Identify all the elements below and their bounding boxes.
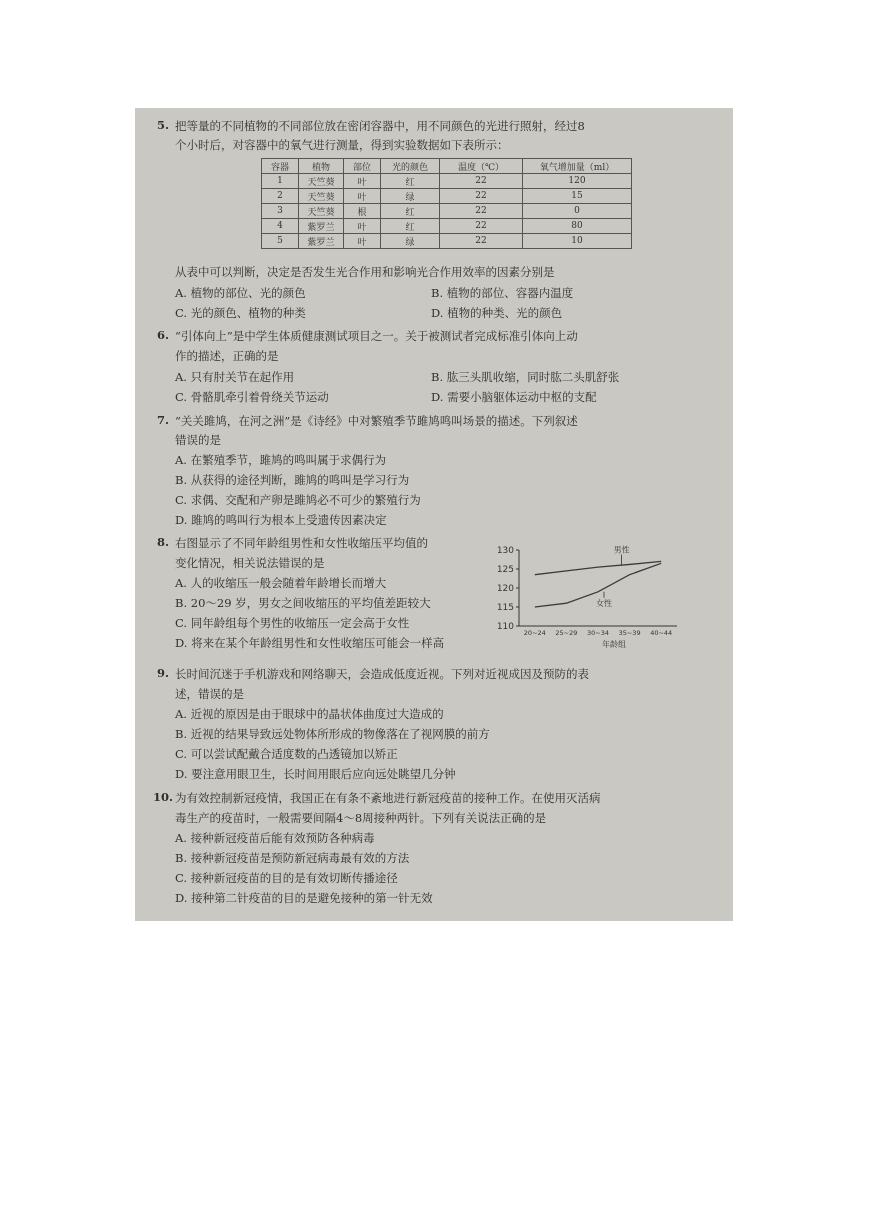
table-cell: 80 [523,219,632,234]
q10-option-b: B. 接种新冠疫苗是预防新冠病毒最有效的方法 [175,851,410,865]
q8-option-d: D. 将来在某个年龄组男性和女性收缩压可能会一样高 [175,636,445,650]
q8-option-c: C. 同年龄组每个男性的收缩压一定会高于女性 [175,616,410,630]
x-tick-label: 20~24 [523,629,546,637]
table-cell: 天竺葵 [299,174,344,189]
series-label: 男性 [613,545,630,555]
q5-number: 5. [157,118,170,132]
table-cell: 绿 [381,234,440,249]
table-cell: 15 [523,189,632,204]
q9-option-c: C. 可以尝试配戴合适度数的凸透镜加以矫正 [175,747,398,761]
chart-series [535,544,661,607]
q5-option-a: A. 植物的部位、光的颜色 [175,286,306,300]
q7-option-b: B. 从获得的途径判断，雎鸠的鸣叫是学习行为 [175,473,410,487]
chart-x-axis-label: 年龄组 [602,640,626,649]
q10-number: 10. [153,790,174,804]
table-cell: 叶 [344,174,381,189]
table-header-row [262,159,632,174]
q5-data-table [261,158,632,249]
series-label: 女性 [596,598,612,608]
table-row [262,234,632,249]
table-header-cell: 氧气增加量（ml） [523,159,632,174]
table-row [262,189,632,204]
series-line-male [535,561,661,574]
q9-stem-line2: 述，错误的是 [175,687,244,701]
q7-option-d: D. 雎鸠的鸣叫行为根本上受遗传因素决定 [175,513,387,527]
x-tick-label: 25~29 [555,629,578,637]
table-cell: 红 [381,219,440,234]
q8-stem-line2: 变化情况，相关说法错误的是 [175,556,325,570]
exam-page-photo [135,108,733,921]
table-cell: 22 [440,204,523,219]
table-header-cell: 光的颜色 [381,159,440,174]
q5-option-c: C. 光的颜色、植物的种类 [175,306,306,320]
table-row [262,204,632,219]
q5-option-b: B. 植物的部位、容器内温度 [431,286,574,300]
table-header-cell: 部位 [344,159,381,174]
table-row [262,174,632,189]
table-cell: 4 [262,219,299,234]
q8-number: 8. [157,535,170,549]
q6-option-a: A. 只有肘关节在起作用 [175,370,295,384]
q6-option-d: D. 需要小脑躯体运动中枢的支配 [431,390,597,404]
table-cell: 22 [440,234,523,249]
q7-stem-line2: 错误的是 [175,433,221,447]
q6-option-b: B. 肱三头肌收缩，同时肱二头肌舒张 [431,370,620,384]
chart-ticks [497,546,672,637]
x-tick-label: 30~34 [587,629,609,637]
table-cell: 紫罗兰 [299,219,344,234]
q10-option-a: A. 接种新冠疫苗后能有效预防各种病毒 [175,831,375,845]
y-tick-label: 115 [496,603,514,613]
q5-stem-line2: 个小时后，对容器中的氧气进行测量，得到实验数据如下表所示： [175,138,509,152]
q9-option-a: A. 近视的原因是由于眼球中的晶状体曲度过大造成的 [175,707,444,721]
table-row [262,219,632,234]
blood-pressure-chart [487,544,683,650]
q7-number: 7. [157,413,170,427]
table-cell: 根 [344,204,381,219]
table-cell: 叶 [344,189,381,204]
q7-stem-line1: “关关雎鸠，在河之洲”是《诗经》中对繁殖季节雎鸠鸣叫场景的描述。下列叙述 [175,414,578,428]
table-cell: 120 [523,174,632,189]
q6-option-c: C. 骨骼肌牵引着骨绕关节运动 [175,390,329,404]
q6-stem-line1: “引体向上”是中学生体质健康测试项目之一。关于被测试者完成标准引体向上动 [175,329,578,343]
q7-option-c: C. 求偶、交配和产卵是雎鸠必不可少的繁殖行为 [175,493,421,507]
q6-number: 6. [157,328,170,342]
q5-stem-line1: 把等量的不同植物的不同部位放在密闭容器中，用不同颜色的光进行照射，经过8 [175,119,585,133]
chart-axes [519,550,677,626]
table-cell: 22 [440,189,523,204]
q8-stem-line1: 右图显示了不同年龄组男性和女性收缩压平均值的 [175,536,428,550]
y-tick-label: 120 [496,584,514,594]
table-cell: 10 [523,234,632,249]
q5-question: 从表中可以判断，决定是否发生光合作用和影响光合作用效率的因素分别是 [175,265,555,279]
table-header-cell: 温度（℃） [440,159,523,174]
table-cell: 5 [262,234,299,249]
y-tick-label: 125 [496,565,514,575]
y-tick-label: 130 [496,546,514,556]
q9-option-d: D. 要注意用眼卫生，长时间用眼后应向远处眺望几分钟 [175,767,456,781]
q9-option-b: B. 近视的结果导致远处物体所形成的物像落在了视网膜的前方 [175,727,490,741]
table-cell: 天竺葵 [299,189,344,204]
q10-stem-line2: 毒生产的疫苗时，一般需要间隔4～8周接种两针。下列有关说法正确的是 [175,811,547,825]
x-tick-label: 35~39 [618,629,641,637]
q10-option-c: C. 接种新冠疫苗的目的是有效切断传播途径 [175,871,398,885]
table-cell: 2 [262,189,299,204]
table-cell: 22 [440,174,523,189]
table-cell: 0 [523,204,632,219]
q6-stem-line2: 作的描述，正确的是 [175,349,279,363]
table-cell: 3 [262,204,299,219]
q8-option-b: B. 20～29 岁，男女之间收缩压的平均值差距较大 [175,596,431,610]
table-cell: 叶 [344,219,381,234]
table-cell: 绿 [381,189,440,204]
q8-option-a: A. 人的收缩压一般会随着年龄增长而增大 [175,576,387,590]
y-tick-label: 110 [496,622,514,632]
table-cell: 叶 [344,234,381,249]
table-cell: 紫罗兰 [299,234,344,249]
table-header-cell: 植物 [299,159,344,174]
q9-number: 9. [157,666,170,680]
q9-stem-line1: 长时间沉迷于手机游戏和网络聊天，会造成低度近视。下列对近视成因及预防的表 [175,667,589,681]
table-cell: 1 [262,174,299,189]
q7-option-a: A. 在繁殖季节，雎鸠的鸣叫属于求偶行为 [175,453,387,467]
x-tick-label: 40~44 [650,629,673,637]
table-cell: 22 [440,219,523,234]
q5-option-d: D. 植物的种类、光的颜色 [431,306,563,320]
table-cell: 红 [381,174,440,189]
q10-option-d: D. 接种第二针疫苗的目的是避免接种的第一针无效 [175,891,433,905]
table-cell: 天竺葵 [299,204,344,219]
table-cell: 红 [381,204,440,219]
q10-stem-line1: 为有效控制新冠疫情，我国正在有条不紊地进行新冠疫苗的接种工作。在使用灭活病 [175,791,601,805]
table-header-cell: 容器 [262,159,299,174]
